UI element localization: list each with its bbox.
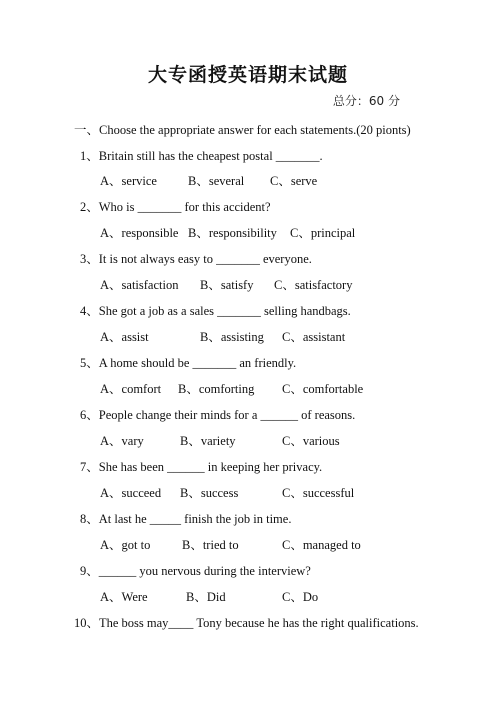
option-a: A、service bbox=[100, 174, 157, 188]
option-b: B、assisting bbox=[200, 330, 264, 344]
option-c: C、Do bbox=[282, 590, 319, 604]
option-a: A、comfort bbox=[100, 382, 162, 396]
option-a: A、Were bbox=[100, 590, 148, 604]
question-6: 6、People change their minds for a ______ of reasons. bbox=[80, 408, 356, 422]
option-c: C、managed to bbox=[282, 538, 361, 552]
exam-title: 大专函授英语期末试题 bbox=[147, 64, 348, 86]
question-9: 9、______ you nervous during the interview? bbox=[80, 564, 311, 578]
option-c: C、assistant bbox=[282, 330, 346, 344]
question-1: 1、Britain still has the cheapest postal _______. bbox=[80, 149, 323, 163]
option-a: A、assist bbox=[100, 330, 149, 344]
question-2: 2、Who is _______ for this accident? bbox=[80, 200, 271, 214]
option-b: B、Did bbox=[186, 590, 226, 604]
option-a: A、vary bbox=[100, 434, 144, 448]
question-7: 7、She has been ______ in keeping her privacy. bbox=[80, 460, 323, 474]
question-8: 8、At last he _____ finish the job in time. bbox=[80, 512, 292, 526]
option-a: A、succeed bbox=[100, 486, 162, 500]
option-b: B、satisfy bbox=[200, 278, 254, 292]
option-b: B、comforting bbox=[178, 382, 255, 396]
question-4: 4、She got a job as a sales _______ selling handbags. bbox=[80, 304, 351, 318]
question-3: 3、It is not always easy to _______ everyone. bbox=[80, 252, 312, 266]
question-5: 5、A home should be _______ an friendly. bbox=[80, 356, 297, 370]
option-c: C、successful bbox=[282, 486, 355, 500]
option-a: A、responsible bbox=[100, 226, 179, 240]
question-10: 10、The boss may____ Tony because he has the right qualifications. bbox=[74, 616, 419, 630]
option-a: A、got to bbox=[100, 538, 151, 552]
option-b: B、several bbox=[188, 174, 245, 188]
option-b: B、responsibility bbox=[188, 226, 277, 240]
option-a: A、satisfaction bbox=[100, 278, 179, 292]
option-c: C、serve bbox=[270, 174, 318, 188]
option-b: B、variety bbox=[180, 434, 236, 448]
option-c: C、various bbox=[282, 434, 340, 448]
option-c: C、comfortable bbox=[282, 382, 364, 396]
option-c: C、principal bbox=[290, 226, 356, 240]
section-heading: 一、Choose the appropriate answer for each statements.(20 pionts) bbox=[74, 123, 411, 137]
total-score: 总分：60 分 bbox=[332, 94, 400, 108]
option-c: C、satisfactory bbox=[274, 278, 353, 292]
option-b: B、success bbox=[180, 486, 239, 500]
option-b: B、tried to bbox=[182, 538, 239, 552]
